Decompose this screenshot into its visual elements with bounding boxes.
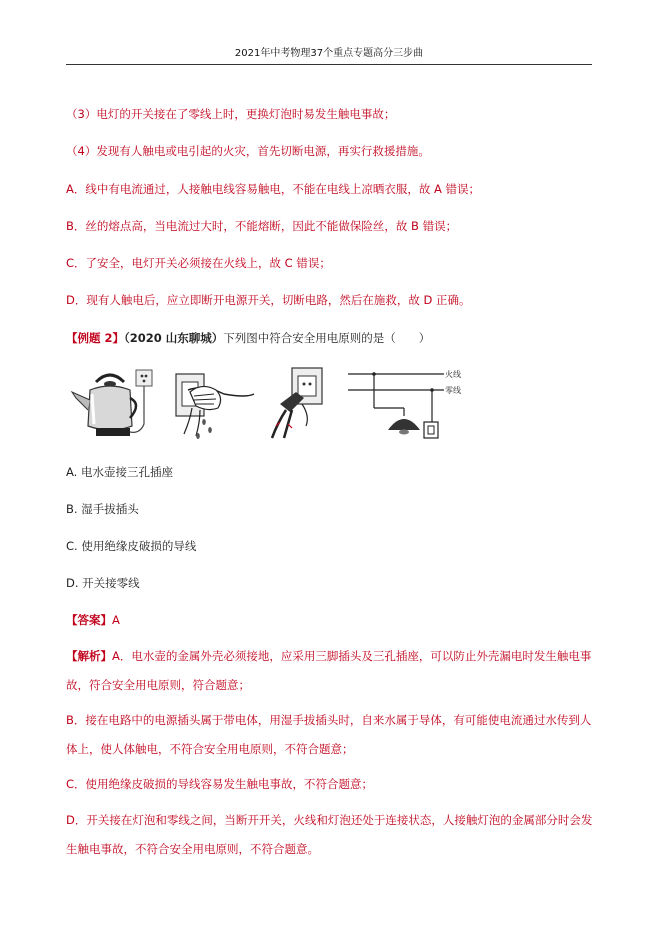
option-a: A. 电水壶接三孔插座 — [66, 465, 173, 479]
example-tag: 【例题 2】 — [66, 331, 125, 345]
question-figures — [66, 364, 466, 442]
analysis-option-a: A．线中有电流通过，人接触电线容易触电，不能在电线上凉晒衣服，故 A 错误； — [66, 182, 481, 196]
analysis-option-b: B．丝的熔点高，当电流过大时，不能熔断，因此不能做保险丝，故 B 错误； — [66, 219, 458, 233]
analysis-option-c: C．了安全，电灯开关必须接在火线上，故 C 错误； — [66, 256, 331, 270]
damaged-wire-figure — [266, 364, 338, 442]
option-d: D. 开关接零线 — [66, 576, 140, 590]
page-header: 2021年中考物理37个重点专题高分三步曲 — [66, 44, 592, 65]
analysis-2-a-text: A．电水壶的金属外壳必须接地，应采用三脚插头及三孔插座，可以防止外壳漏电时发生触电事故，符合安全用电原则，符合题意； — [66, 649, 592, 692]
answer-label: 【答案】 — [66, 613, 112, 627]
live-wire-label: 火线 — [445, 370, 461, 379]
analysis-2-option-a — [66, 642, 596, 700]
option-b: B. 湿手拔插头 — [66, 502, 139, 516]
analysis-2-option-d: D．开关接在灯泡和零线之间，当断开开关，火线和灯泡还处于连接状态，人接触灯泡的金属部分时会发生触电事故，不符合安全用电原则，不符合题意。 — [66, 813, 593, 856]
option-c: C. 使用绝缘皮破损的导线 — [66, 539, 197, 553]
answer — [66, 612, 596, 628]
wet-hand-figure — [174, 364, 258, 442]
neutral-wire-label: 零线 — [445, 386, 461, 395]
analysis-option-d: D．现有人触电后，应立即断开电源开关，切断电路，然后在施救，故 D 正确。 — [66, 293, 471, 307]
circuit-figure — [348, 364, 466, 442]
analysis-2-option-c: C．使用绝缘皮破损的导线容易发生触电事故，不符合题意； — [66, 777, 374, 791]
answer-value: A — [112, 613, 120, 627]
analysis-item-4: （4）发现有人触电或电引起的火灾，首先切断电源，再实行救援措施。 — [66, 144, 430, 158]
analysis-item-3: （3）电灯的开关接在了零线上时，更换灯泡时易发生触电事故； — [66, 107, 396, 121]
analysis-2-option-b: B．接在电路中的电源插头属于带电体，用湿手拔插头时，自来水属于导体，有可能使电流通过水传到人体上，使人体触电，不符合安全用电原则，不符合题意； — [66, 713, 592, 756]
example-question — [66, 330, 596, 346]
example-source: （2020 山东聊城） — [124, 331, 224, 345]
kettle-figure — [66, 364, 162, 442]
analysis-label: 【解析】 — [66, 649, 112, 663]
example-question-text: 下列图中符合安全用电原则的是（ ） — [223, 331, 431, 345]
